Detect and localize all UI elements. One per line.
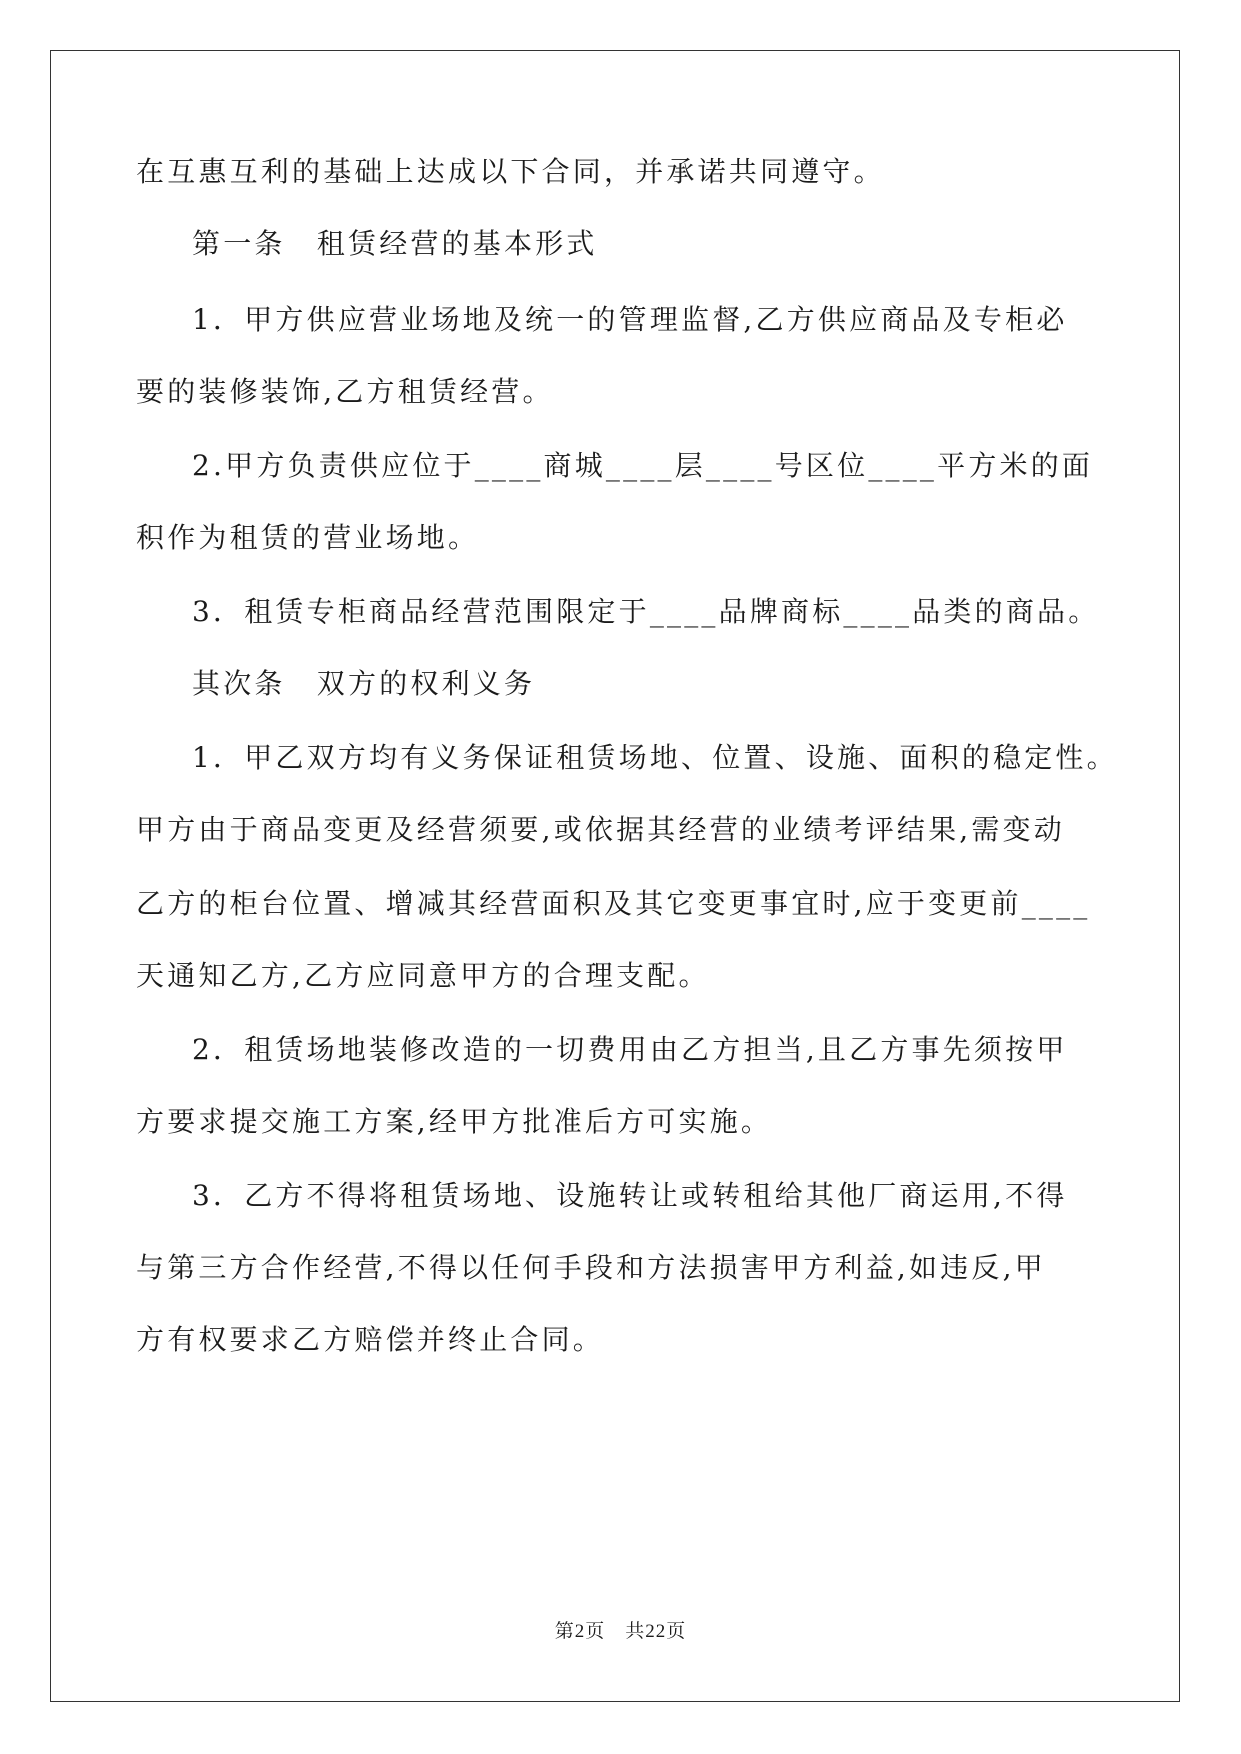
paragraph-line-14: 方要求提交施工方案,经甲方批准后方可实施。	[136, 1105, 773, 1138]
page-number-footer: 第2页 共22页	[554, 1621, 687, 1642]
paragraph-line-13: 2．租赁场地装修改造的一切费用由乙方担当,且乙方事先须按甲	[192, 1033, 1068, 1066]
paragraph-line-11: 乙方的柜台位置、增减其经营面积及其它变更事宜时,应于变更前____	[136, 887, 1091, 920]
paragraph-line-15: 3．乙方不得将租赁场地、设施转让或转租给其他厂商运用,不得	[192, 1179, 1068, 1212]
paragraph-line-9: 1．甲乙双方均有义务保证租赁场地、位置、设施、面积的稳定性。	[192, 741, 1118, 774]
paragraph-line-3: 1．甲方供应营业场地及统一的管理监督,乙方供应商品及专柜必	[192, 303, 1068, 336]
paragraph-line-6: 积作为租赁的营业场地。	[136, 521, 480, 554]
paragraph-line-17: 方有权要求乙方赔偿并终止合同。	[136, 1323, 605, 1356]
paragraph-line-12: 天通知乙方,乙方应同意甲方的合理支配。	[136, 959, 710, 992]
paragraph-line-1: 在互惠互利的基础上达成以下合同，并承诺共同遵守。	[136, 155, 885, 188]
paragraph-line-4: 要的装修装饰,乙方租赁经营。	[136, 375, 554, 408]
page-border	[50, 50, 1180, 1702]
paragraph-line-16: 与第三方合作经营,不得以任何手段和方法损害甲方利益,如违反,甲	[136, 1251, 1046, 1284]
article-1-heading: 第一条 租赁经营的基本形式	[192, 227, 598, 260]
paragraph-line-10: 甲方由于商品变更及经营须要,或依据其经营的业绩考评结果,需变动	[136, 813, 1066, 846]
paragraph-line-7: 3．租赁专柜商品经营范围限定于____品牌商标____品类的商品。	[192, 595, 1100, 628]
paragraph-line-5: 2.甲方负责供应位于____商城____层____号区位____平方米的面	[192, 449, 1094, 482]
article-2-heading: 其次条 双方的权利义务	[192, 667, 536, 700]
